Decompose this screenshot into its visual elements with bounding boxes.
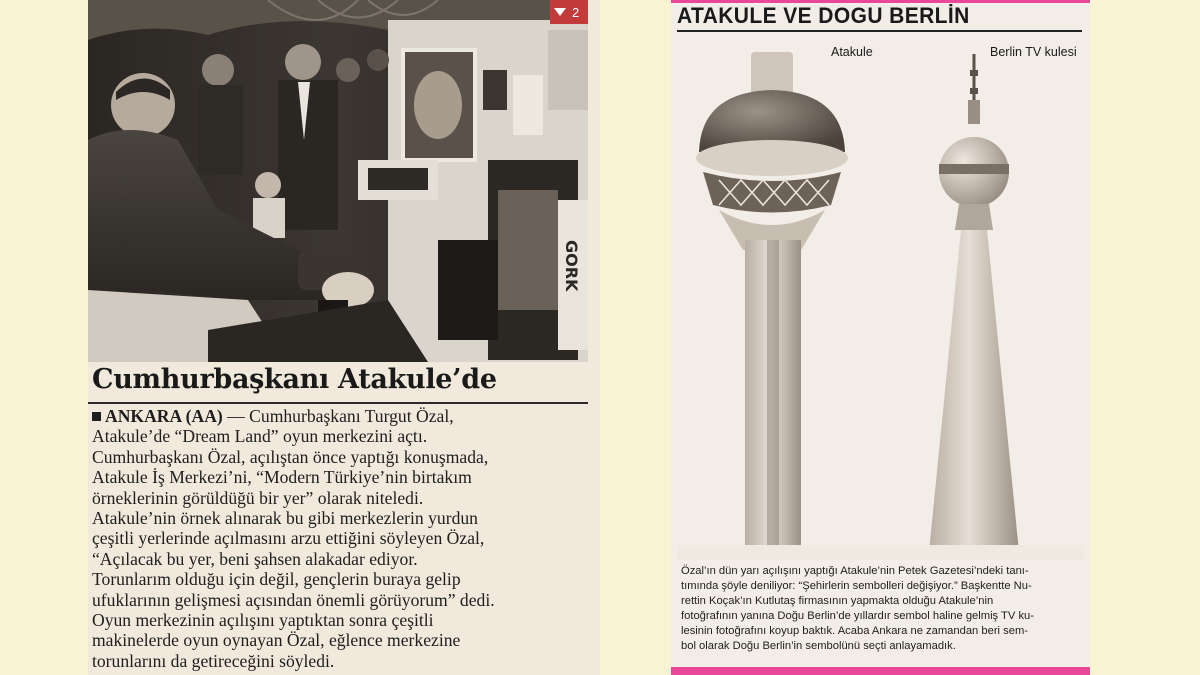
atakule-label: Atakule xyxy=(831,45,873,59)
caption-line: bol olarak Doğu Berlin’in sembolünü seçti anlayamadık. xyxy=(681,640,956,652)
article-body xyxy=(92,406,588,671)
caption-line: fotoğrafının yanına Doğu Berlin’de yıllardır sembol haline gelmiş TV ku- xyxy=(681,610,1035,622)
svg-text:GORK: GORK xyxy=(562,240,581,292)
arcade-opening-photo xyxy=(88,0,588,362)
towers-photo xyxy=(671,40,1090,560)
body-line: Atakule İş Merkezi’ni, “Modern Türkiye’nin birtakım xyxy=(92,467,472,488)
caption-line: Özal’ın dün yarı açılışını yaptığı Atakule’nin Petek Gazetesi’ndeki tanı- xyxy=(681,565,1029,577)
comparison-headline: ATAKULE VE DOGU BERLİN xyxy=(677,4,970,29)
body-line: ufuklarının gelişmesi açısından önemli görüyorum” dedi. xyxy=(92,589,495,610)
caption-line: tımında şöyle deniliyor: “Şehirlerin sembolleri değişiyor.” Başkentte Nu- xyxy=(681,580,1032,592)
body-line-text: — Cumhurbaşkanı Turgut Özal, xyxy=(222,406,454,426)
accent-bar-bottom xyxy=(671,667,1090,675)
triangle-down-icon xyxy=(554,8,566,16)
body-line: çeşitli yerlerinde açılmasını arzu ettiğini söyleyen Özal, xyxy=(92,528,485,549)
article-headline: Cumhurbaşkanı Atakule’de xyxy=(92,364,497,395)
headline-divider xyxy=(677,30,1082,32)
body-line: Cumhurbaşkanı Özal, açılıştan önce yaptığı konuşmada, xyxy=(92,446,489,467)
body-line xyxy=(92,406,588,426)
body-line: makinelerde oyun oynayan Özal, eğlence merkezine xyxy=(92,630,461,651)
accent-bar-top xyxy=(671,0,1090,3)
photo-caption xyxy=(681,564,1083,654)
body-line: Atakule’de “Dream Land” oyun merkezini açtı. xyxy=(92,426,428,447)
body-line: Oyun merkezinin açılışını yaptıktan sonra çeşitli xyxy=(92,610,434,631)
photo-illustration xyxy=(88,0,588,362)
headline-divider xyxy=(88,402,588,404)
body-line: örneklerinin görüldüğü bir yer” olarak niteledi. xyxy=(92,487,424,508)
bullet-square-icon xyxy=(92,412,101,421)
body-line: Torunlarım olduğu için değil, gençlerin buraya gelip xyxy=(92,569,461,590)
body-line: torunlarını da getireceğini söyledi. xyxy=(92,650,335,671)
right-newspaper-clipping xyxy=(671,0,1090,675)
body-line: Atakule’nin örnek alınarak bu gibi merkezlerin yurdun xyxy=(92,508,478,529)
berlin-tower-label: Berlin TV kulesi xyxy=(990,45,1077,59)
caption-line: lesinin fotoğrafını koyup baktık. Acaba Ankara ne zamandan beri sem- xyxy=(681,625,1029,637)
left-newspaper-clipping xyxy=(88,0,600,675)
body-line: “Açılacak bu yer, beni şahsen alakadar ediyor. xyxy=(92,548,418,569)
caption-line: rettin Koçak’ın Kutlutaş firmasının yapmakta olduğu Atakule’nin xyxy=(681,595,994,607)
badge-text: 2 xyxy=(572,4,580,20)
page-indicator-badge[interactable] xyxy=(550,0,588,24)
dateline: ANKARA (AA) xyxy=(105,406,223,426)
